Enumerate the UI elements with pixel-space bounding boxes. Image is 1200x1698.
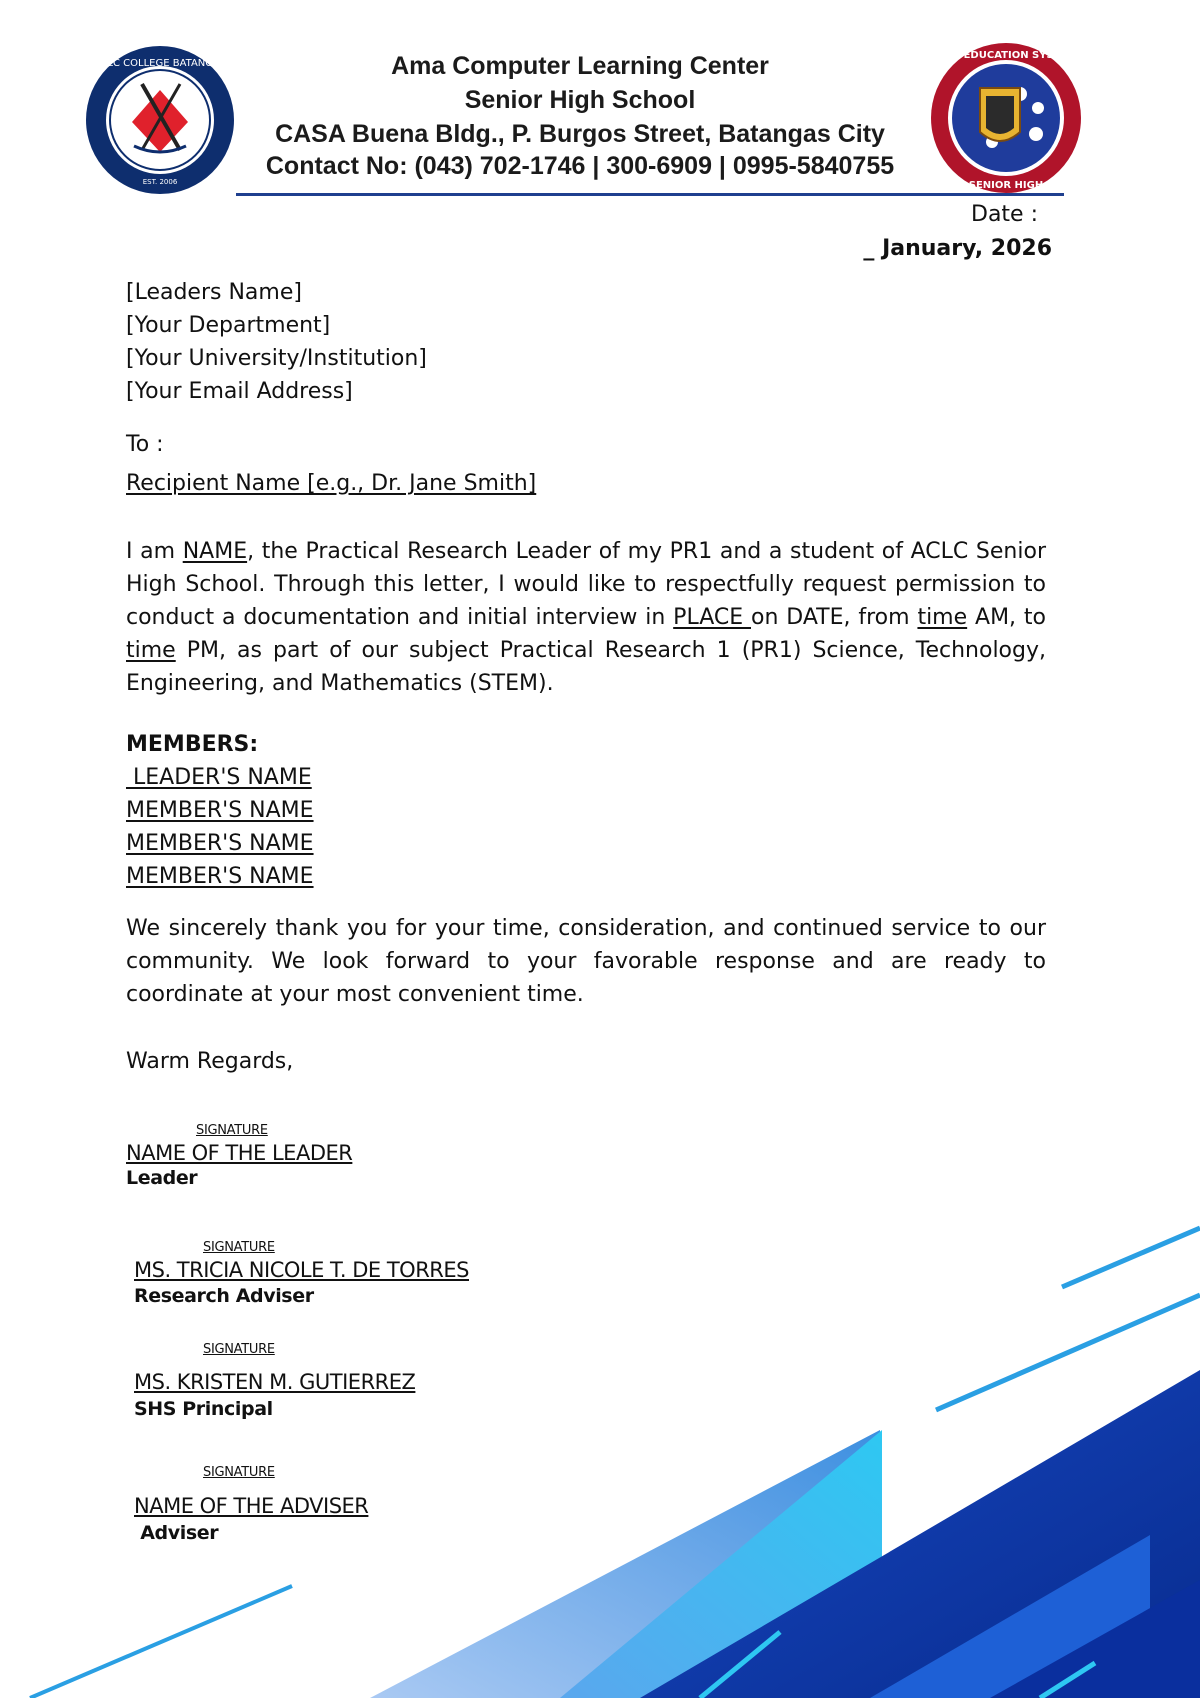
signature-line-research-adviser: SIGNATURE [203, 1240, 275, 1255]
stripe-2 [936, 1295, 1200, 1410]
members-list [126, 761, 314, 893]
p1-time-start: time [917, 605, 968, 630]
svg-text:AMA EDUCATION SYSTEM: AMA EDUCATION SYSTEM [934, 50, 1078, 61]
header-school-name: Ama Computer Learning Center [391, 52, 769, 80]
svg-text:EST. 2006: EST. 2006 [142, 178, 178, 186]
header-contact: Contact No: (043) 702-1746 | 300-6909 | 0995-5840755 [265, 152, 895, 180]
date-value: _ January, 2026 [863, 236, 1052, 261]
sender-block [126, 276, 427, 408]
members-heading: MEMBERS: [126, 732, 259, 757]
sender-email: [Your Email Address] [126, 379, 353, 404]
svg-text:ACLC COLLEGE BATANGAS: ACLC COLLEGE BATANGAS [93, 58, 227, 69]
signature-line-principal: SIGNATURE [203, 1342, 275, 1357]
member-leader: LEADER'S NAME [126, 765, 312, 790]
body-paragraph-1 [126, 535, 1046, 700]
header-divider [236, 193, 1064, 196]
p1-part-d: AM, to [967, 605, 1046, 630]
svg-text:SENIOR HIGH: SENIOR HIGH [968, 180, 1044, 191]
sender-department: [Your Department] [126, 313, 331, 338]
header-address: CASA Buena Bldg., P. Burgos Street, Batangas City [275, 120, 885, 148]
signatory-name-principal: MS. KRISTEN M. GUTIERREZ [134, 1370, 416, 1394]
p1-place: PLACE [673, 605, 751, 630]
signatory-name-leader: NAME OF THE LEADER [126, 1141, 353, 1165]
signatory-name-adviser: NAME OF THE ADVISER [134, 1494, 369, 1518]
signatory-role-leader: Leader [126, 1167, 198, 1189]
member-item: MEMBER'S NAME [126, 864, 314, 889]
p1-part-b: , the Practical Research Leader of my PR1 and a student of ACLC Senior High School. Through this letter, I would like to respectfully request permission to conduct a documentation and initial interview in [126, 539, 1046, 630]
signature-line-adviser: SIGNATURE [203, 1465, 275, 1480]
signatory-role-research-adviser: Research Adviser [134, 1285, 314, 1307]
member-item: MEMBER'S NAME [126, 798, 314, 823]
p1-part-a: I am [126, 539, 183, 564]
p1-time-end: time [126, 638, 176, 663]
stripe-1 [1062, 1228, 1200, 1287]
stripe-3 [30, 1586, 292, 1698]
ama-education-logo [930, 42, 1082, 194]
p1-part-e: PM, as part of our subject Practical Research 1 (PR1) Science, Technology, Engineering, and Mathematics (STEM). [126, 638, 1046, 696]
member-item: MEMBER'S NAME [126, 831, 314, 856]
signatory-role-principal: SHS Principal [134, 1398, 273, 1420]
body-paragraph-2: We sincerely thank you for your time, consideration, and continued service to our community. We look forward to your favorable response and are ready to coordinate at your most convenient time. [126, 916, 1046, 1007]
p1-name: NAME [182, 539, 248, 564]
p1-part-c: on DATE, from [751, 605, 918, 630]
to-label: To : [126, 432, 164, 457]
aclc-logo [84, 44, 236, 196]
sender-leaders-name: [Leaders Name] [126, 280, 302, 305]
closing-line: Warm Regards, [126, 1049, 294, 1074]
recipient-name: Recipient Name [e.g., Dr. Jane Smith] [126, 471, 537, 496]
header-department: Senior High School [464, 86, 696, 114]
signatory-role-adviser: Adviser [134, 1522, 219, 1544]
signatory-name-research-adviser: MS. TRICIA NICOLE T. DE TORRES [134, 1258, 469, 1282]
signature-line-leader: SIGNATURE [196, 1123, 268, 1138]
date-label: Date : [971, 202, 1038, 227]
sender-institution: [Your University/Institution] [126, 346, 427, 371]
